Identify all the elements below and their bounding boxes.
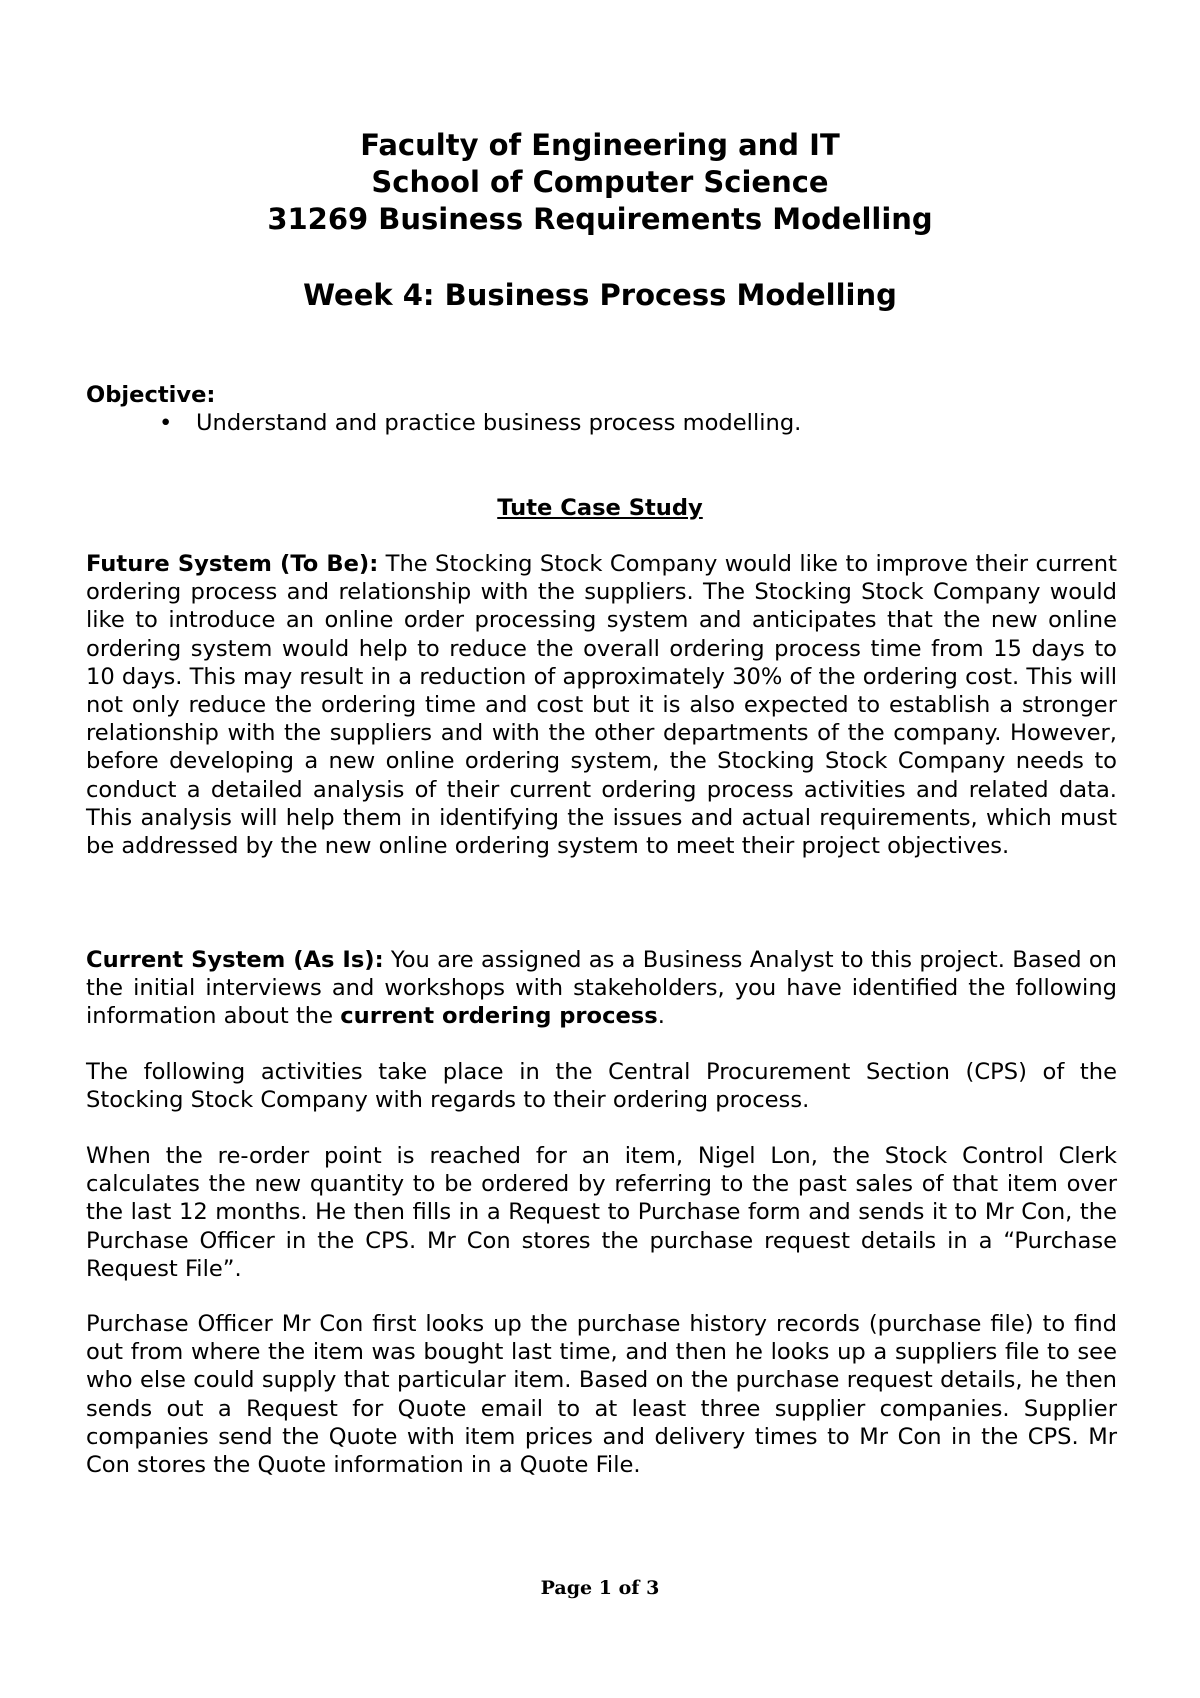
school-title: School of Computer Science — [371, 165, 829, 199]
bullet-icon: • — [159, 410, 173, 436]
page-total: 3 — [646, 1577, 660, 1599]
activities-paragraph: The following activities take place in the Central Procurement Section (CPS) of the Stocking Stock Company with regards to their ordering process. — [86, 1059, 1117, 1114]
of-label: of — [618, 1577, 640, 1599]
current-system-emphasis: current ordering process — [340, 1003, 658, 1030]
future-system-text: The Stocking Stock Company would like to improve their current ordering process and relationship with the suppliers. The Stocking Stock Company would like to introduce an online order processing system and anticipates that the new online ordering system would help to reduce the overall ordering process time from 15 days to 10 days. This may result in a reduction of approximately 30% of the ordering cost. This will not only reduce the ordering time and cost but it is also expected to establish a stronger relationship with the suppliers and with the other departments of the company. However, before developing a new online ordering system, the Stocking Stock Company needs to conduct a detailed analysis of their current ordering process activities and related data. This analysis will help them in identifying the issues and actual requirements, which must be addressed by the new online ordering system to meet their project objectives. — [86, 551, 1117, 860]
current-system-label: Current System (As Is): — [86, 947, 384, 973]
future-system-label: Future System (To Be): — [86, 551, 379, 577]
current-system-text: You are assigned as a Business Analyst to this project. Based on the initial interviews and workshops with stakeholders, you have identified the following information about the — [86, 947, 1117, 1030]
case-study-title: Tute Case Study — [497, 495, 703, 521]
page-footer — [0, 1576, 1200, 1600]
purchase-paragraph: Purchase Officer Mr Con first looks up the purchase history records (purchase file) to find out from where the item was bought last time, and then he looks up a suppliers file to see who else could supply that particular item. Based on the purchase request details, he then sends out a Request for Quote email to at least three supplier companies. Supplier companies send the Quote with item prices and delivery times to Mr Con in the CPS. Mr Con stores the Quote information in a Quote File. — [86, 1311, 1117, 1479]
page-number: 1 — [598, 1577, 612, 1599]
objective-heading: Objective: — [86, 382, 216, 408]
subject-title: 31269 Business Requirements Modelling — [267, 202, 933, 236]
faculty-title: Faculty of Engineering and IT — [360, 128, 840, 162]
objective-item-text: Understand and practice business process modelling. — [196, 410, 802, 436]
objective-item — [156, 409, 1116, 437]
current-system-text-end: . — [657, 1003, 665, 1030]
future-system-paragraph — [86, 550, 1117, 860]
week-title: Week 4: Business Process Modelling — [303, 278, 897, 312]
current-system-paragraph — [86, 946, 1117, 1031]
objective-list — [156, 409, 1116, 437]
document-header — [0, 127, 1200, 238]
page-label: Page — [540, 1577, 593, 1599]
reorder-paragraph: When the re-order point is reached for an item, Nigel Lon, the Stock Control Clerk calculates the new quantity to be ordered by referring to the past sales of that item over the last 12 months. He then fills in a Request to Purchase form and sends it to Mr Con, the Purchase Officer in the CPS. Mr Con stores the purchase request details in a “Purchase Request File”. — [86, 1143, 1117, 1282]
